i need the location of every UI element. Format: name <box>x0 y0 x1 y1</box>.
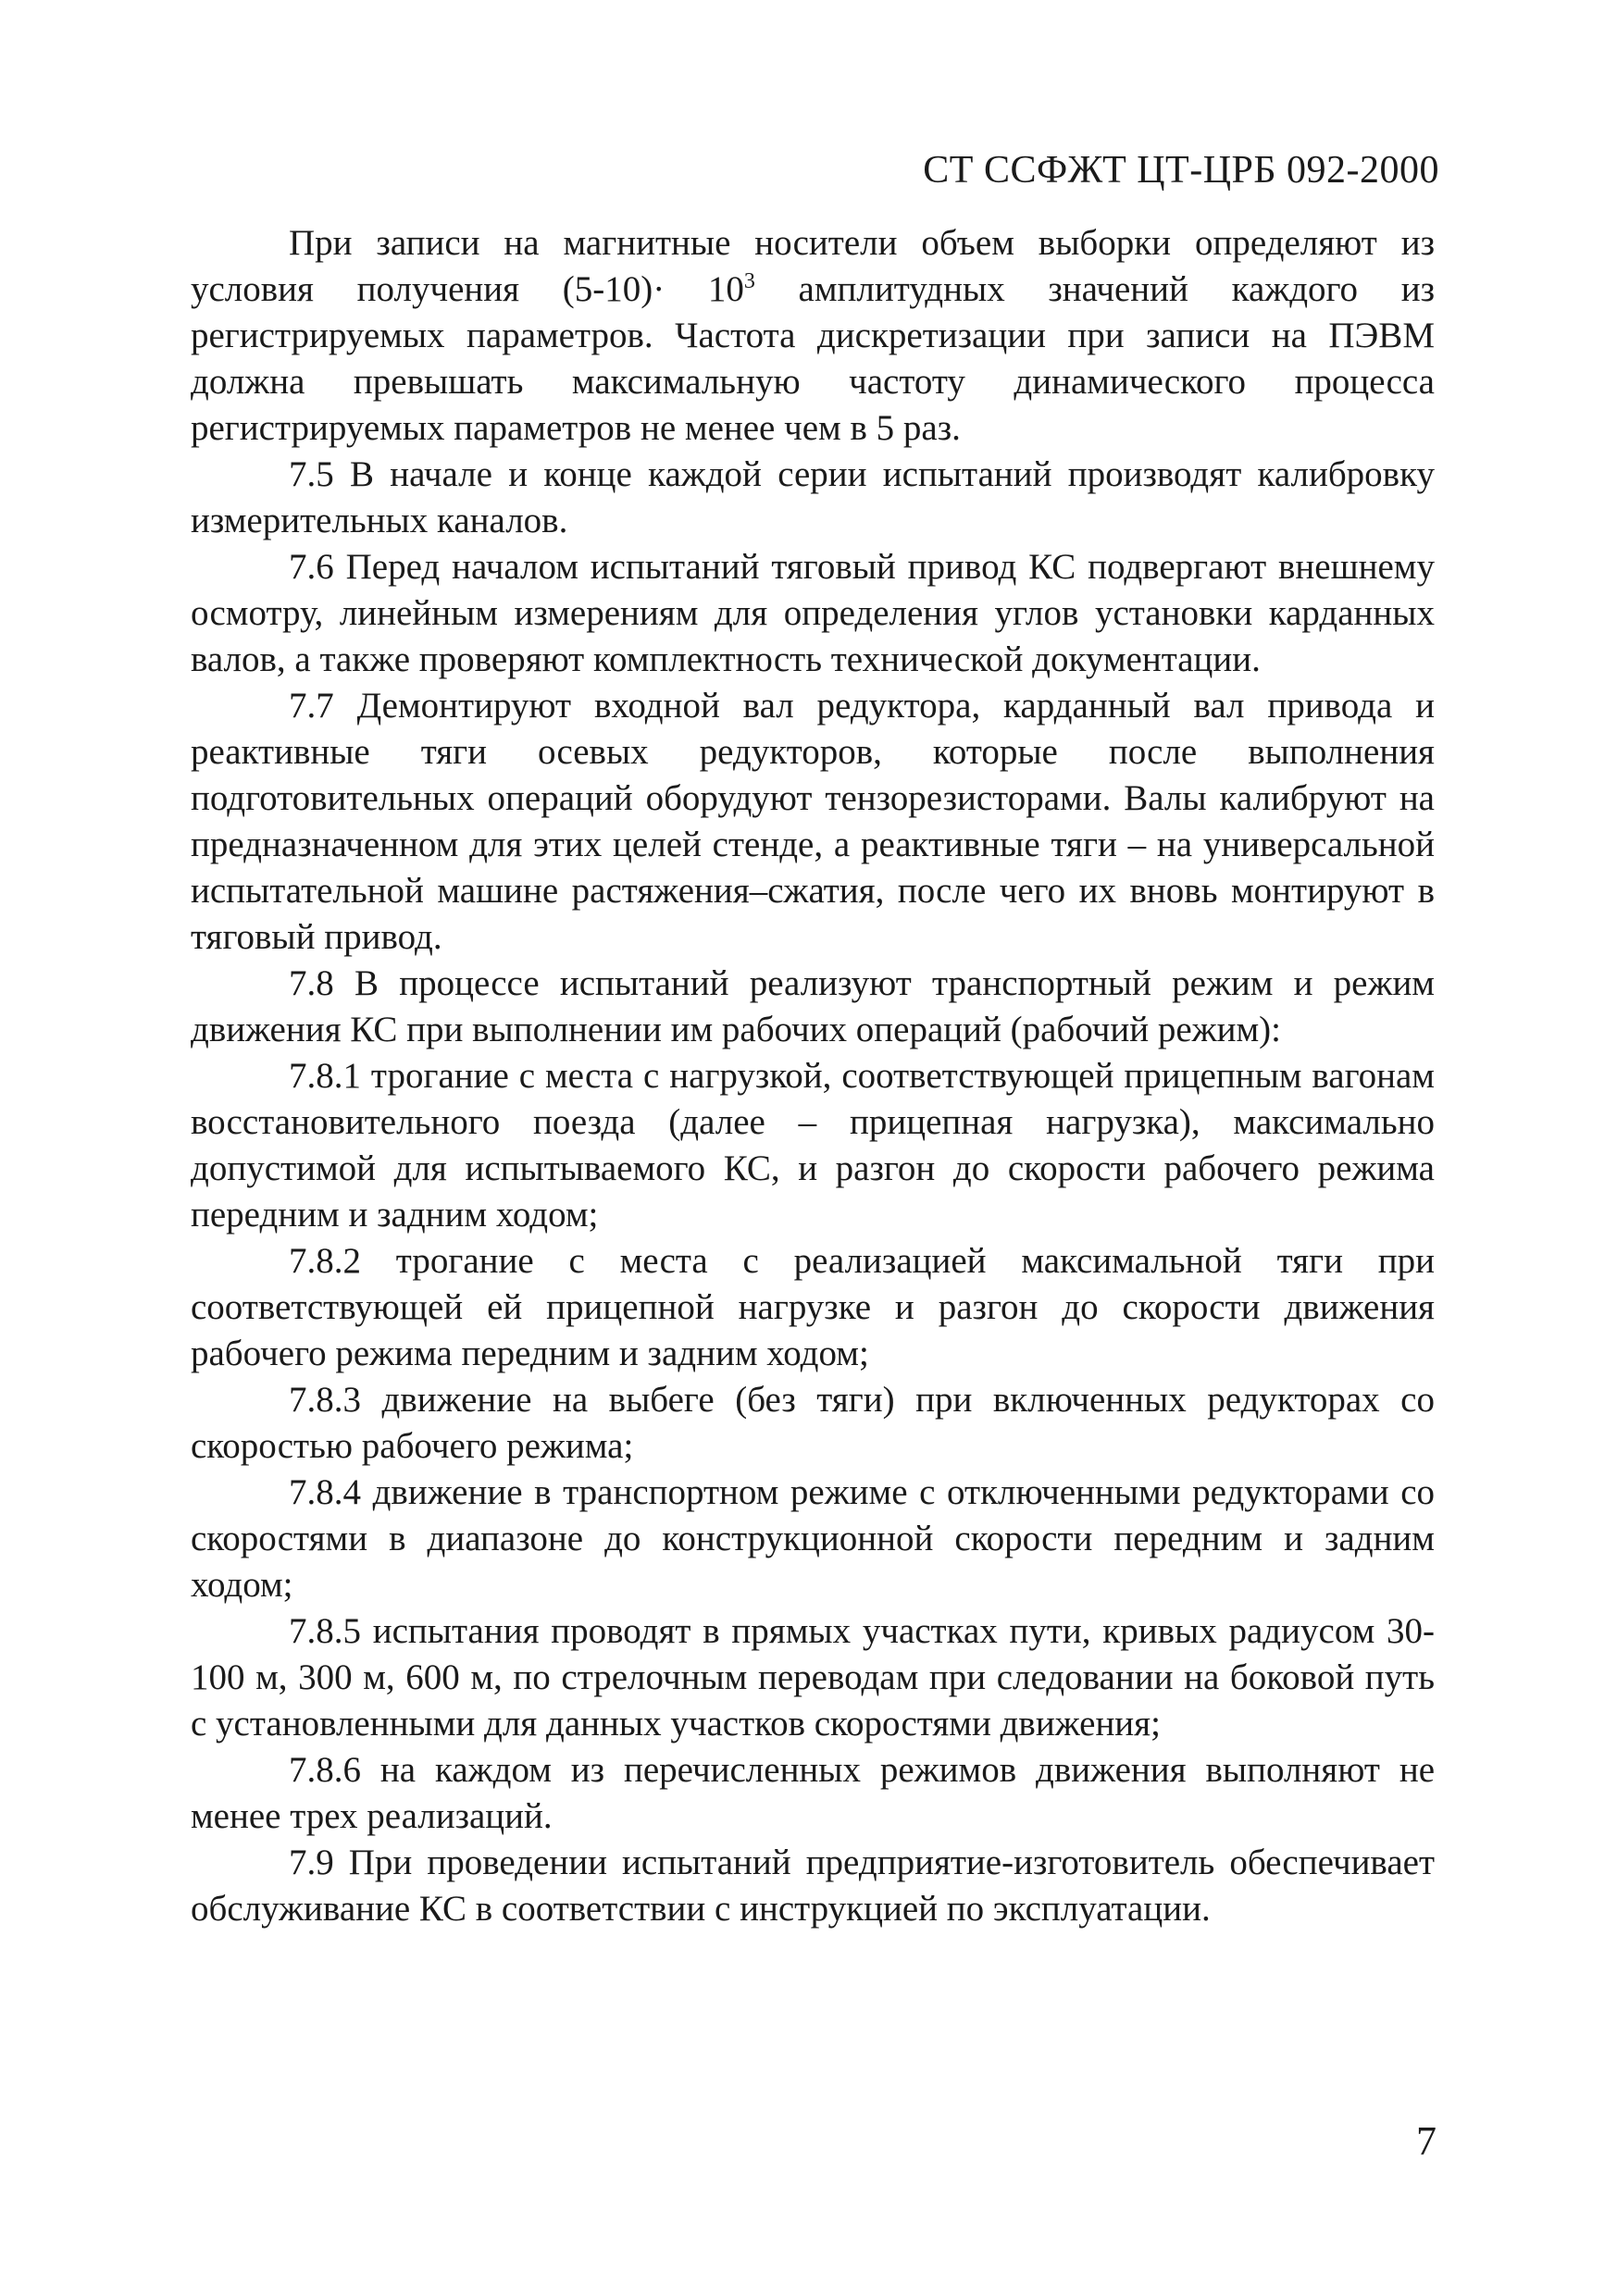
paragraph-7-5: 7.5 В начале и конце каждой серии испытаний производят калибровку измерительных каналов. <box>191 454 1435 540</box>
paragraph-sampling <box>191 220 1435 452</box>
paragraph-7-8-3: 7.8.3 движение на выбеге (без тяги) при включенных редукторах со скоростью рабочего режима; <box>191 1380 1435 1466</box>
paragraph-sampling-text-end: амплитудных значений каждого из регистрируемых параметров. Частота дискретизации при записи на ПЭВМ должна превышать максимальную частоту динамического процесса регистрируемых параметров не менее чем в 5 раз. <box>191 269 1435 448</box>
exponent: 3 <box>743 269 755 293</box>
paragraph-7-7: 7.7 Демонтируют входной вал редуктора, карданный вал привода и реактивные тяги осевых редукторов, которые после выполнения подготовительных операций оборудуют тензорезисторами. Валы калибруют на предназначенном для этих целей стенде, а реактивные тяги – на универсальной испытательной машине растяжения–сжатия, после чего их вновь монтируют в тяговый привод. <box>191 686 1435 957</box>
paragraph-7-8: 7.8 В процессе испытаний реализуют транспортный режим и режим движения КС при выполнении им рабочих операций (рабочий режим): <box>191 963 1435 1049</box>
paragraph-7-8-6: 7.8.6 на каждом из перечисленных режимов движения выполняют не менее трех реализаций. <box>191 1750 1435 1836</box>
page-number: 7 <box>1416 2118 1437 2164</box>
paragraph-7-9: 7.9 При проведении испытаний предприятие-изготовитель обеспечивает обслуживание КС в соответствии с инструкцией по эксплуатации. <box>191 1843 1435 1929</box>
document-body <box>191 220 1435 1932</box>
paragraph-7-8-1: 7.8.1 трогание с места с нагрузкой, соответствующей прицепным вагонам восстановительного поезда (далее – прицепная нагрузка), максимально допустимой для испытываемого КС, и разгон до скорости рабочего режима передним и задним ходом; <box>191 1056 1435 1235</box>
paragraph-7-8-5: 7.8.5 испытания проводят в прямых участках пути, кривых радиусом 30-100 м, 300 м, 600 м, по стрелочным переводам при следовании на боковой путь с установленными для данных участков скоростями движения; <box>191 1611 1435 1744</box>
paragraph-7-8-4: 7.8.4 движение в транспортном режиме с отключенными редукторами со скоростями в диапазоне до конструкционной скорости передним и задним ходом; <box>191 1472 1435 1605</box>
paragraph-sampling-text-start: При записи на магнитные носители объем выборки определяют из условия получения (5-10)· 10 <box>191 223 1435 309</box>
document-code-header: СТ ССФЖТ ЦТ-ЦРБ 092-2000 <box>923 149 1439 192</box>
paragraph-7-8-2: 7.8.2 трогание с места с реализацией максимальной тяги при соответствующей ей прицепной нагрузке и разгон до скорости движения рабочего режима передним и задним ходом; <box>191 1241 1435 1373</box>
paragraph-7-6: 7.6 Перед началом испытаний тяговый привод КС подвергают внешнему осмотру, линейным измерениям для определения углов установки карданных валов, а также проверяют комплектность технической документации. <box>191 547 1435 679</box>
